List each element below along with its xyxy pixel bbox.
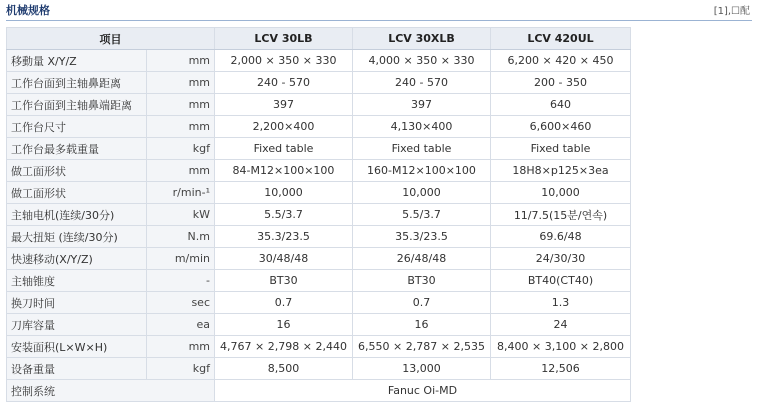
cell-value: Fixed table <box>491 138 631 160</box>
cell-value: 26/48/48 <box>353 248 491 270</box>
cell-value: 10,000 <box>353 182 491 204</box>
cell-value: 6,200 × 420 × 450 <box>491 50 631 72</box>
cell-value: 4,767 × 2,798 × 2,440 <box>215 336 353 358</box>
cell-value: 4,130×400 <box>353 116 491 138</box>
header-model: LCV 30XLB <box>353 28 491 50</box>
cell-value: 240 - 570 <box>215 72 353 94</box>
table-row <box>7 336 631 358</box>
spec-table <box>6 27 631 402</box>
cell-value: Fanuc Oi-MD <box>215 380 631 402</box>
cell-value: 2,200×400 <box>215 116 353 138</box>
cell-value: 24/30/30 <box>491 248 631 270</box>
row-unit: mm <box>147 336 215 358</box>
row-unit: mm <box>147 116 215 138</box>
corner-note: [1],☐配 <box>713 6 750 17</box>
row-unit: mm <box>147 50 215 72</box>
cell-value: 12,506 <box>491 358 631 380</box>
cell-value: 4,000 × 350 × 330 <box>353 50 491 72</box>
table-row <box>7 182 631 204</box>
cell-value: 13,000 <box>353 358 491 380</box>
row-label: 做工面形状 <box>7 160 147 182</box>
header-model: LCV 420UL <box>491 28 631 50</box>
row-unit: mm <box>147 160 215 182</box>
cell-value: 1.3 <box>491 292 631 314</box>
row-label: 工作台面到主轴鼻距离 <box>7 72 147 94</box>
table-row <box>7 226 631 248</box>
row-label: 主轴锥度 <box>7 270 147 292</box>
cell-value: 5.5/3.7 <box>215 204 353 226</box>
row-unit: kgf <box>147 138 215 160</box>
cell-value: 0.7 <box>353 292 491 314</box>
table-row <box>7 160 631 182</box>
cell-value: 6,550 × 2,787 × 2,535 <box>353 336 491 358</box>
row-unit: m/min <box>147 248 215 270</box>
row-label: 换刀时间 <box>7 292 147 314</box>
cell-value: 397 <box>215 94 353 116</box>
cell-value: 200 - 350 <box>491 72 631 94</box>
cell-value: 84-M12×100×100 <box>215 160 353 182</box>
table-row <box>7 138 631 160</box>
table-row <box>7 72 631 94</box>
cell-value: 69.6/48 <box>491 226 631 248</box>
cell-value: 35.3/23.5 <box>353 226 491 248</box>
cell-value: 10,000 <box>215 182 353 204</box>
cell-value: 2,000 × 350 × 330 <box>215 50 353 72</box>
cell-value: Fixed table <box>215 138 353 160</box>
table-row <box>7 94 631 116</box>
row-unit: N.m <box>147 226 215 248</box>
cell-value: BT30 <box>353 270 491 292</box>
row-unit: - <box>147 270 215 292</box>
row-label: 刀库容量 <box>7 314 147 336</box>
cell-value: 18H8×p125×3ea <box>491 160 631 182</box>
row-unit: r/min-¹ <box>147 182 215 204</box>
table-header-row <box>7 28 631 50</box>
row-unit: sec <box>147 292 215 314</box>
row-label: 快速移动(X/Y/Z) <box>7 248 147 270</box>
cell-value: 6,600×460 <box>491 116 631 138</box>
cell-value: 397 <box>353 94 491 116</box>
cell-value: 35.3/23.5 <box>215 226 353 248</box>
table-row <box>7 314 631 336</box>
row-label: 工作台最多载重量 <box>7 138 147 160</box>
cell-value: 8,400 × 3,100 × 2,800 <box>491 336 631 358</box>
row-unit: ea <box>147 314 215 336</box>
row-label: 工作台面到主轴鼻端距离 <box>7 94 147 116</box>
table-row <box>7 50 631 72</box>
row-unit: kgf <box>147 358 215 380</box>
row-unit: mm <box>147 94 215 116</box>
cell-value: 240 - 570 <box>353 72 491 94</box>
row-label: 工作台尺寸 <box>7 116 147 138</box>
row-label: 主轴电机(连续/30分) <box>7 204 147 226</box>
table-row <box>7 204 631 226</box>
cell-value: 160-M12×100×100 <box>353 160 491 182</box>
row-label: 最大扭矩 (连续/30分) <box>7 226 147 248</box>
cell-value: 10,000 <box>491 182 631 204</box>
table-row <box>7 358 631 380</box>
table-row <box>7 116 631 138</box>
header-item: 项目 <box>7 28 215 50</box>
cell-value: Fixed table <box>353 138 491 160</box>
cell-value: 0.7 <box>215 292 353 314</box>
table-body <box>7 50 631 402</box>
header-model: LCV 30LB <box>215 28 353 50</box>
cell-value: BT30 <box>215 270 353 292</box>
cell-value: 16 <box>215 314 353 336</box>
row-unit: kW <box>147 204 215 226</box>
cell-value: 30/48/48 <box>215 248 353 270</box>
row-label: 安装面积(L×W×H) <box>7 336 147 358</box>
table-row <box>7 292 631 314</box>
row-label: 控制系统 <box>7 380 215 402</box>
heading-divider <box>6 20 752 21</box>
row-label: 设备重量 <box>7 358 147 380</box>
cell-value: 5.5/3.7 <box>353 204 491 226</box>
table-row <box>7 270 631 292</box>
cell-value: BT40(CT40) <box>491 270 631 292</box>
cell-value: 640 <box>491 94 631 116</box>
row-label: 做工面形状 <box>7 182 147 204</box>
cell-value: 8,500 <box>215 358 353 380</box>
row-unit: mm <box>147 72 215 94</box>
cell-value: 11/7.5(15분/연속) <box>491 204 631 226</box>
cell-value: 24 <box>491 314 631 336</box>
row-label: 移動量 X/Y/Z <box>7 50 147 72</box>
table-row-control-system <box>7 380 631 402</box>
table-row <box>7 248 631 270</box>
cell-value: 16 <box>353 314 491 336</box>
section-heading: 机械规格 <box>6 4 50 17</box>
